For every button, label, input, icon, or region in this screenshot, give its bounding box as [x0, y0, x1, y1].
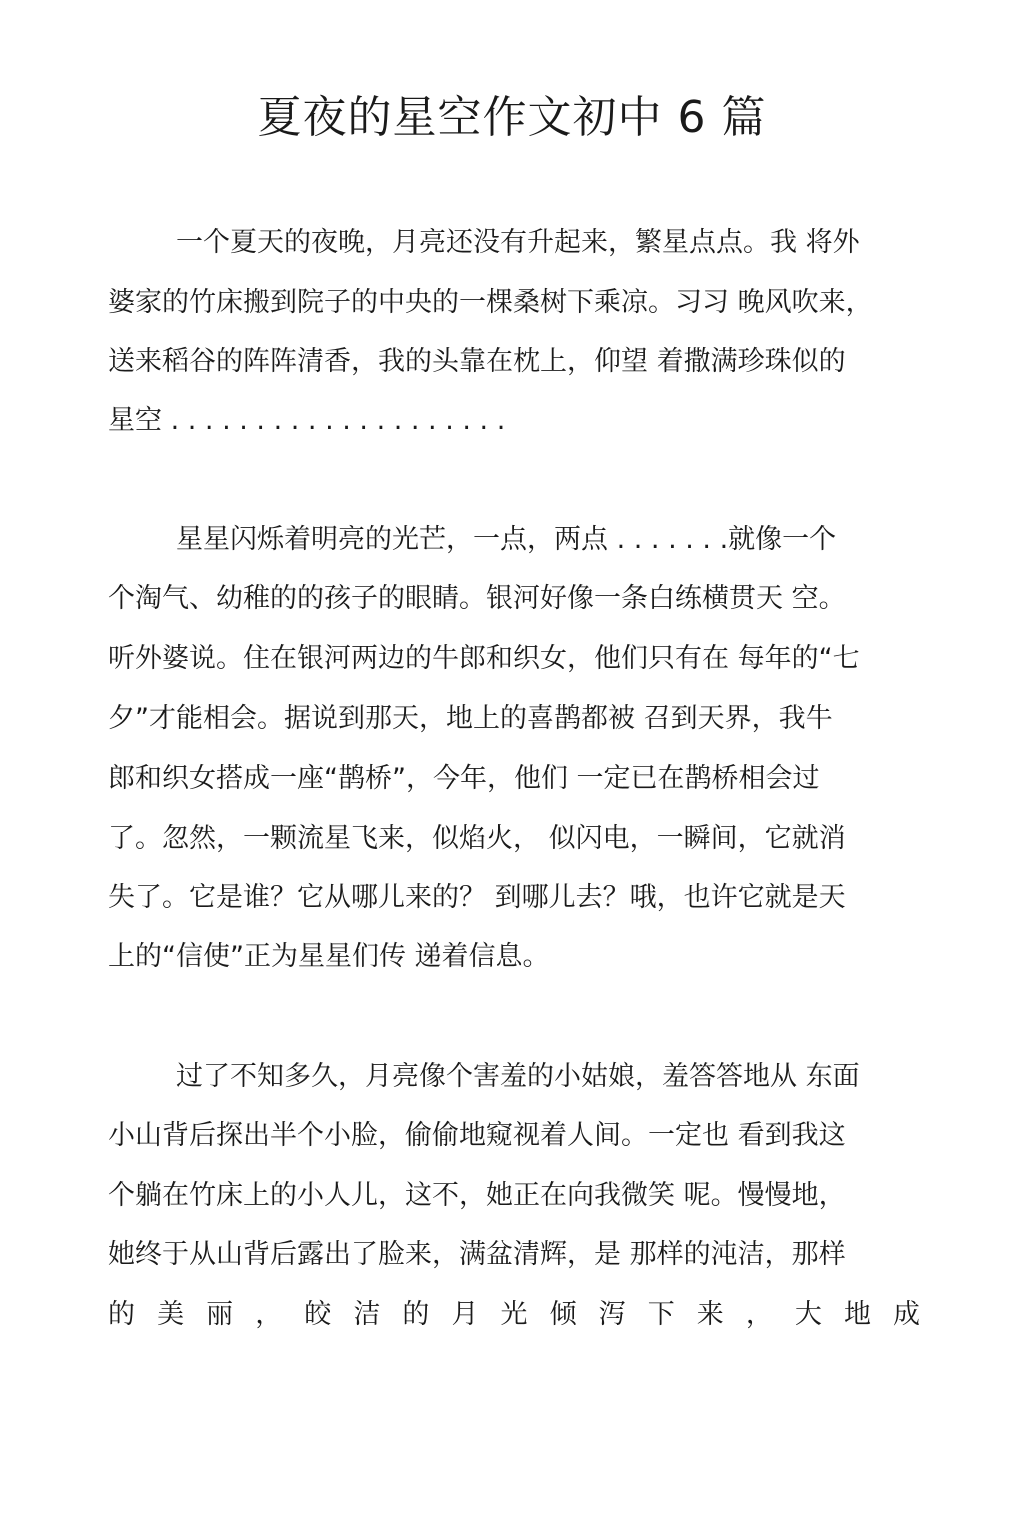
paragraph-3-line-2: 小山背后探出半个小脸，偷偷地窥视着人间。一定也 看到我这	[108, 1120, 846, 1151]
paragraph-3-line-3: 个躺在竹床上的小人儿，这不，她正在向我微笑 呢。慢慢地，	[108, 1180, 846, 1211]
justified-char: ，	[745, 1299, 773, 1330]
paragraph-2-line-3: 听外婆说。住在银河两边的牛郎和织女，他们只有在 每年的“七	[108, 643, 860, 674]
paragraph-2-line-6: 了。忽然，一颗流星飞来，似焰火， 似闪电，一瞬间，它就消	[108, 823, 846, 854]
justified-char: 洁	[353, 1299, 381, 1330]
justified-char: 美	[157, 1299, 185, 1330]
justified-char: 大	[794, 1299, 822, 1330]
justified-char: 下	[647, 1299, 675, 1330]
paragraph-1-line-3: 送来稻谷的阵阵清香，我的头靠在枕上，仰望 着撒满珍珠似的	[108, 346, 846, 377]
justified-char: 来	[696, 1299, 724, 1330]
justified-char: 泻	[598, 1299, 626, 1330]
paragraph-1-line-4: 星空 . . . . . . . . . . . . . . . . . . . .	[108, 405, 506, 436]
justified-char: 的	[402, 1299, 430, 1330]
justified-char: 地	[843, 1299, 871, 1330]
justified-char: 光	[500, 1299, 528, 1330]
paragraph-2-line-1: 星星闪烁着明亮的光芒，一点，两点 . . . . . . .就像一个	[176, 524, 837, 555]
paragraph-3-line-4: 她终于从山背后露出了脸来，满盆清辉，是 那样的沌洁，那样	[108, 1239, 846, 1270]
paragraph-2-line-4: 夕”才能相会。据说到那天，地上的喜鹊都被 召到天界，我牛	[108, 703, 833, 734]
paragraph-3-line-5	[108, 1295, 920, 1335]
justified-char: 皎	[304, 1299, 332, 1330]
paragraph-1-line-2: 婆家的竹床搬到院子的中央的一棵桑树下乘凉。习习 晚风吹来，	[108, 287, 873, 318]
justified-char: 成	[893, 1299, 920, 1330]
justified-char: 倾	[549, 1299, 577, 1330]
paragraph-1-line-1: 一个夏天的夜晚，月亮还没有升起来，繁星点点。我 将外	[176, 227, 860, 258]
paragraph-2-line-7: 失了。它是谁？它从哪儿来的？ 到哪儿去？哦，也许它就是天	[108, 882, 846, 913]
document-title: 夏夜的星空作文初中 6 篇	[257, 92, 767, 143]
paragraph-3-line-1: 过了不知多久，月亮像个害羞的小姑娘，羞答答地从 东面	[176, 1061, 860, 1092]
justified-char: ，	[255, 1299, 283, 1330]
justified-char: 的	[108, 1299, 135, 1330]
paragraph-2-line-8: 上的“信使”正为星星们传 递着信息。	[108, 941, 550, 972]
justified-char: 月	[451, 1299, 479, 1330]
paragraph-2-line-2: 个淘气、幼稚的的孩子的眼睛。银河好像一条白练横贯天 空。	[108, 583, 846, 614]
justified-char: 丽	[206, 1299, 234, 1330]
paragraph-2-line-5: 郎和织女搭成一座“鹊桥”，今年，他们 一定已在鹊桥相会过	[108, 763, 820, 794]
